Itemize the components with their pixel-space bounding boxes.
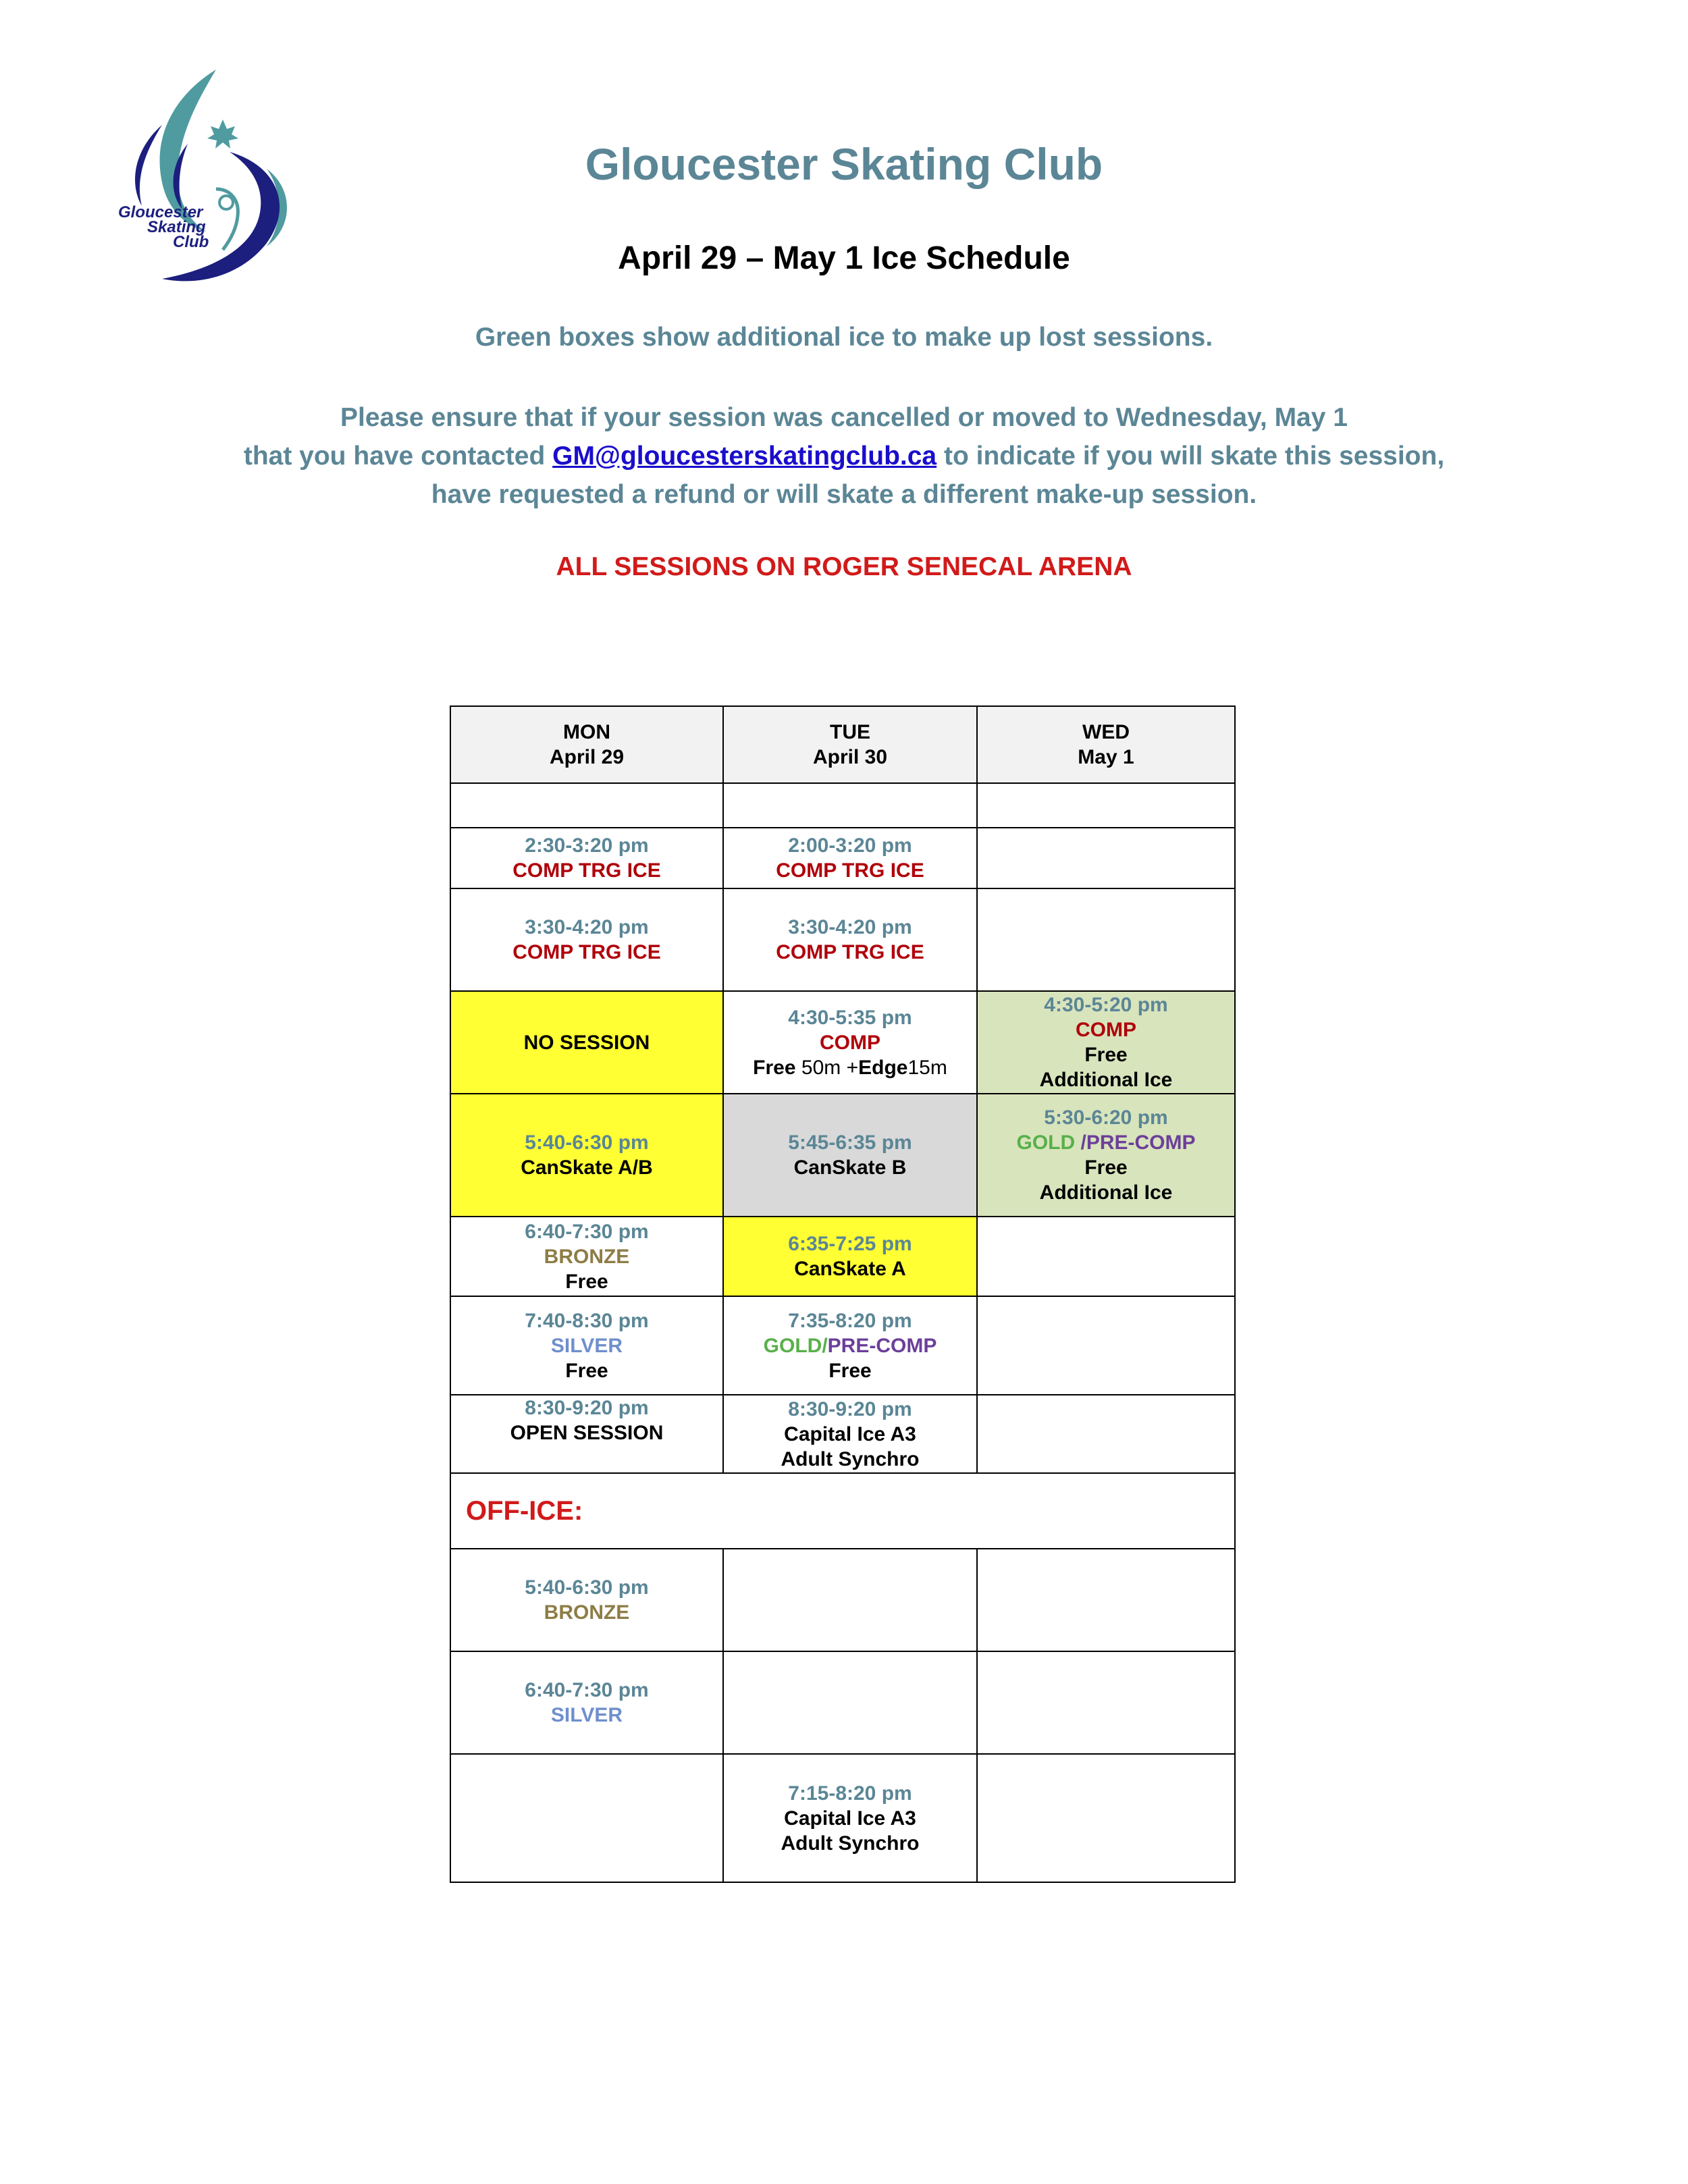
- session-time: 7:35-8:20 pm: [788, 1309, 912, 1332]
- edge-label: Edge: [858, 1056, 908, 1079]
- cell-tue: [723, 1651, 977, 1754]
- session-extra: Additional Ice: [1039, 1069, 1173, 1091]
- session-label: SILVER: [550, 1704, 623, 1726]
- schedule-subtitle: April 29 – May 1 Ice Schedule: [618, 240, 1070, 276]
- cell-tue: [723, 888, 977, 991]
- session-label: COMP: [1076, 1019, 1136, 1041]
- header-tue: [723, 706, 977, 783]
- cell-wed: [977, 1395, 1235, 1473]
- cell-tue: [723, 1217, 977, 1296]
- session-time: 2:30-3:20 pm: [525, 834, 649, 857]
- green-box-note: Green boxes show additional ice to make up lost sessions.: [475, 323, 1213, 352]
- cell-mon: [450, 991, 723, 1094]
- session-time: 7:40-8:30 pm: [525, 1309, 649, 1332]
- table-row-empty: [450, 783, 1235, 828]
- session-label: OPEN SESSION: [510, 1422, 664, 1444]
- session-label: COMP TRG ICE: [512, 941, 661, 963]
- session-free: Free: [828, 1359, 872, 1382]
- session-detail: [724, 1055, 976, 1080]
- session-free: Free: [565, 1270, 608, 1293]
- gold-label: GOLD/: [763, 1334, 828, 1357]
- cell-tue: [723, 1094, 977, 1217]
- session-label: CanSkate A/B: [521, 1156, 653, 1179]
- session-time: 3:30-4:20 pm: [788, 916, 912, 938]
- cell-tue: [723, 828, 977, 888]
- header-date: April 29: [549, 746, 625, 768]
- session-time: 5:30-6:20 pm: [1044, 1107, 1168, 1129]
- cell-empty: [723, 783, 977, 828]
- session-time: 2:00-3:20 pm: [788, 834, 912, 857]
- gold-label: GOLD: [1016, 1131, 1081, 1154]
- session-label: COMP TRG ICE: [776, 941, 924, 963]
- cell-tue: [723, 1754, 977, 1882]
- table-header-row: [450, 706, 1235, 783]
- session-time: 8:30-9:20 pm: [525, 1397, 649, 1419]
- logo-text-1: Gloucester: [118, 203, 203, 221]
- session-extra: Adult Synchro: [781, 1832, 920, 1855]
- page-title: Gloucester Skating Club: [585, 139, 1103, 189]
- off-ice-heading-row: [450, 1473, 1235, 1549]
- edge-duration: 15m: [907, 1056, 947, 1079]
- logo-text-3: Club: [173, 233, 209, 251]
- table-row: [450, 1754, 1235, 1882]
- table-row: [450, 1549, 1235, 1651]
- off-ice-heading: OFF-ICE:: [450, 1473, 1235, 1549]
- header-day: MON: [563, 721, 610, 743]
- cell-mon: [450, 1094, 723, 1217]
- instruction-line-2: [0, 437, 1688, 475]
- session-label: Capital Ice A3: [784, 1807, 916, 1830]
- session-label: BRONZE: [544, 1245, 630, 1268]
- session-label: NO SESSION: [523, 1031, 650, 1054]
- session-label: CanSkate B: [793, 1156, 907, 1179]
- cell-mon: [450, 1754, 723, 1882]
- session-free: Free: [1084, 1156, 1128, 1179]
- table-row: [450, 1395, 1235, 1473]
- cell-mon: [450, 828, 723, 888]
- instruction-line-2-pre: that you have contacted: [243, 442, 553, 471]
- session-time: 5:40-6:30 pm: [525, 1576, 649, 1599]
- session-time: 4:30-5:35 pm: [788, 1006, 912, 1029]
- instruction-line-3: have requested a refund or will skate a different make-up session.: [431, 480, 1257, 509]
- session-label: COMP: [820, 1031, 880, 1054]
- cell-wed: [977, 1754, 1235, 1882]
- header-date: April 30: [812, 746, 888, 768]
- instruction-line-2-post: to indicate if you will skate this session,: [937, 442, 1445, 471]
- session-time: 5:45-6:35 pm: [788, 1131, 912, 1154]
- pre-comp-label: PRE-COMP: [827, 1334, 937, 1357]
- pre-comp-label: /PRE-COMP: [1080, 1131, 1196, 1154]
- cell-tue: [723, 991, 977, 1094]
- session-label: Capital Ice A3: [784, 1422, 916, 1445]
- cell-wed: [977, 1549, 1235, 1651]
- session-free: Free: [565, 1359, 608, 1382]
- table-row: [450, 1217, 1235, 1296]
- session-label: COMP TRG ICE: [776, 859, 924, 882]
- session-label: COMP TRG ICE: [512, 859, 661, 882]
- cell-wed: [977, 828, 1235, 888]
- cell-mon: [450, 1395, 723, 1473]
- session-label: SILVER: [550, 1334, 623, 1357]
- cell-mon: [450, 1296, 723, 1395]
- header-day: WED: [1082, 721, 1130, 743]
- header-mon: [450, 706, 723, 783]
- session-label: [978, 1130, 1234, 1155]
- table-row: [450, 828, 1235, 888]
- table-row: [450, 991, 1235, 1094]
- cell-wed: [977, 1217, 1235, 1296]
- cell-mon: [450, 1217, 723, 1296]
- session-extra: Additional Ice: [1039, 1181, 1173, 1204]
- arena-notice: ALL SESSIONS ON ROGER SENECAL ARENA: [556, 552, 1132, 581]
- cell-wed: [977, 1094, 1235, 1217]
- cell-mon: [450, 888, 723, 991]
- header-wed: [977, 706, 1235, 783]
- logo-text-2: Skating: [147, 218, 206, 236]
- cell-mon: [450, 1549, 723, 1651]
- session-extra: Adult Synchro: [781, 1447, 920, 1470]
- free-duration: 50m +: [795, 1056, 859, 1079]
- cell-empty: [450, 783, 723, 828]
- cell-wed: [977, 888, 1235, 991]
- cell-tue: [723, 1549, 977, 1651]
- table-row: [450, 1094, 1235, 1217]
- table-row: [450, 888, 1235, 991]
- session-time: 6:35-7:25 pm: [788, 1233, 912, 1255]
- free-label: Free: [753, 1056, 796, 1079]
- session-label: [724, 1333, 976, 1358]
- email-link[interactable]: GM@gloucesterskatingclub.ca: [552, 442, 937, 471]
- session-time: 5:40-6:30 pm: [525, 1131, 649, 1154]
- session-label: BRONZE: [544, 1601, 630, 1624]
- session-label: CanSkate A: [794, 1258, 906, 1280]
- cell-wed: [977, 991, 1235, 1094]
- session-time: 4:30-5:20 pm: [1044, 994, 1168, 1016]
- cell-tue: [723, 1296, 977, 1395]
- table-row: [450, 1651, 1235, 1754]
- session-time: 8:30-9:20 pm: [788, 1397, 912, 1420]
- table-row: [450, 1296, 1235, 1395]
- session-time: 3:30-4:20 pm: [525, 916, 649, 938]
- cell-tue: [723, 1395, 977, 1473]
- session-time: 7:15-8:20 pm: [788, 1782, 912, 1805]
- session-free: Free: [1084, 1044, 1128, 1066]
- session-time: 6:40-7:30 pm: [525, 1679, 649, 1701]
- instruction-line-1: Please ensure that if your session was cancelled or moved to Wednesday, May 1: [340, 403, 1348, 432]
- cell-wed: [977, 1651, 1235, 1754]
- cell-mon: [450, 1651, 723, 1754]
- header-day: TUE: [830, 721, 870, 743]
- header-date: May 1: [1078, 746, 1134, 768]
- instruction-paragraph: [0, 398, 1688, 514]
- ice-schedule-table: [450, 705, 1236, 1883]
- cell-empty: [977, 783, 1235, 828]
- session-time: 6:40-7:30 pm: [525, 1220, 649, 1243]
- cell-wed: [977, 1296, 1235, 1395]
